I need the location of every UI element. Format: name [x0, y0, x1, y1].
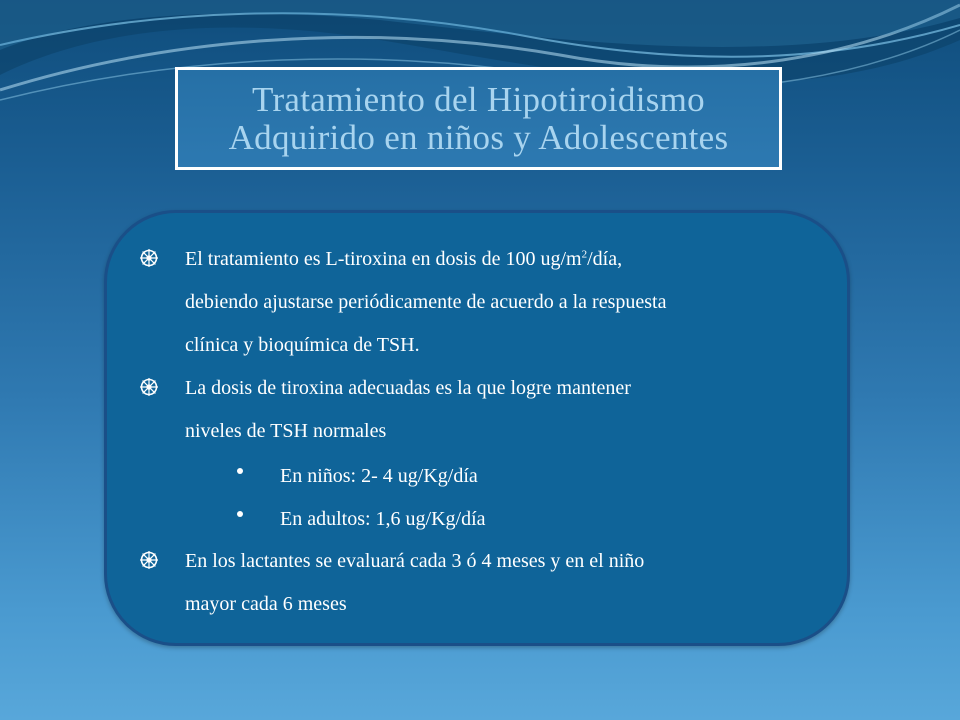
bullet-3-line-2: mayor cada 6 meses: [185, 593, 347, 615]
bullet-1-line-1: [185, 238, 666, 281]
bullet-list: [107, 213, 847, 643]
ornamental-flower-icon: [139, 550, 159, 570]
content-panel: [104, 210, 850, 646]
bullet-2-line-1: La dosis de tiroxina adecuadas es la que logre mantener: [185, 377, 631, 399]
sub-bullet-dot: [237, 468, 243, 474]
title-line-1: Tratamiento del Hipotiroidismo: [252, 79, 705, 119]
bullet-1-text: [185, 238, 666, 367]
bullet-1-line-3: clínica y bioquímica de TSH.: [185, 334, 420, 356]
bullet-2-line-2: niveles de TSH normales: [185, 420, 387, 442]
bullet-3-text: [185, 540, 644, 626]
title-line-2: Adquirido en niños y Adolescentes: [228, 117, 729, 157]
ornamental-flower-icon: [139, 377, 159, 397]
bullet-3-line-1: En los lactantes se evaluará cada 3 ó 4 meses y en el niño: [185, 550, 645, 572]
superscript-2: 2: [581, 248, 588, 261]
title-box: [175, 67, 782, 170]
bullet-1-line-2: debiendo ajustarse periódicamente de acuerdo a la respuesta: [185, 291, 667, 313]
bullet-1-line-1-part-b: /día,: [587, 248, 623, 270]
sub-item-1: En niños: 2- 4 ug/Kg/día: [280, 465, 478, 487]
bullet-1-line-1-part-a: El tratamiento es L-tiroxina en dosis de 100 ug/m: [185, 248, 582, 270]
title-inner: [178, 70, 779, 167]
sub-item-2: En adultos: 1,6 ug/Kg/día: [280, 508, 486, 530]
sub-bullet-dot: [237, 511, 243, 517]
ornamental-flower-icon: [139, 248, 159, 268]
bullet-2-text: [185, 367, 631, 453]
